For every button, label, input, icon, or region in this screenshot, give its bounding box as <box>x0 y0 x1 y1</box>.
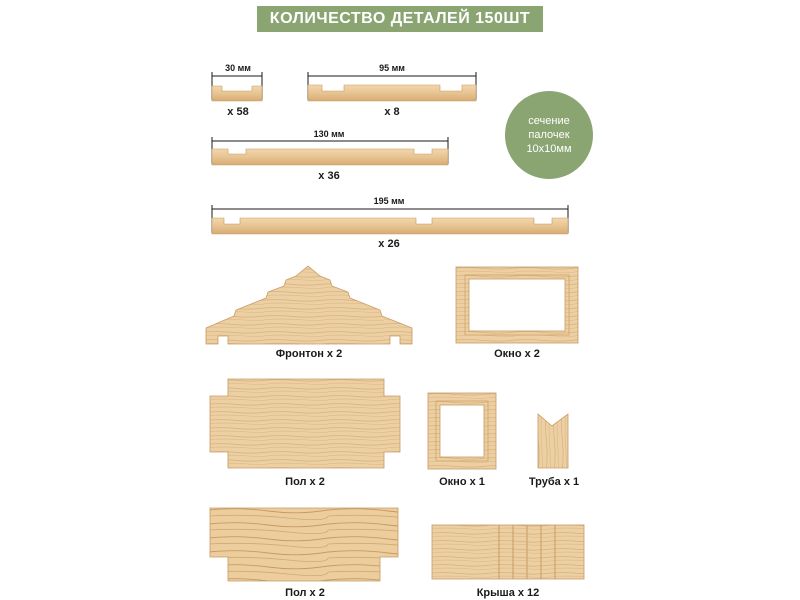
badge-line-3: 10х10мм <box>526 143 572 155</box>
floor-1-label: Пол х 2 <box>285 476 325 488</box>
chimney-part-image <box>536 412 572 470</box>
stick-130-dimension: 130 мм <box>313 129 345 139</box>
floor-part-1-image <box>208 378 402 470</box>
stick-95-image <box>304 70 480 106</box>
section-badge <box>505 91 593 179</box>
badge-line-2: палочек <box>528 129 570 141</box>
roof-label: Крыша х 12 <box>476 587 540 599</box>
stick-130-image <box>208 136 452 168</box>
window-small-image <box>427 392 497 470</box>
gable-label: Фронтон х 2 <box>275 348 343 360</box>
gable-part-image <box>204 266 416 346</box>
roof-part-image <box>431 523 585 581</box>
stick-30-image <box>208 70 268 106</box>
stick-195-dimension: 195 мм <box>373 196 405 206</box>
stick-95-dimension: 95 мм <box>379 63 405 73</box>
stick-95-count: х 8 <box>384 106 400 118</box>
window-large-image <box>455 266 579 344</box>
floor-part-2-image <box>208 507 402 583</box>
window-small-label: Окно х 1 <box>439 476 485 488</box>
stick-195-count: х 26 <box>378 238 400 250</box>
badge-line-1: сечение <box>528 115 570 127</box>
stick-130-count: х 36 <box>318 170 340 182</box>
stick-30-dimension: 30 мм <box>225 63 251 73</box>
window-large-label: Окно х 2 <box>494 348 540 360</box>
header-title: КОЛИЧЕСТВО ДЕТАЛЕЙ 150ШТ <box>269 10 531 27</box>
chimney-label: Труба х 1 <box>528 476 580 488</box>
header-banner <box>257 6 543 32</box>
stick-195-image <box>208 203 572 237</box>
stick-30-count: х 58 <box>227 106 249 118</box>
floor-2-label: Пол х 2 <box>285 587 325 599</box>
